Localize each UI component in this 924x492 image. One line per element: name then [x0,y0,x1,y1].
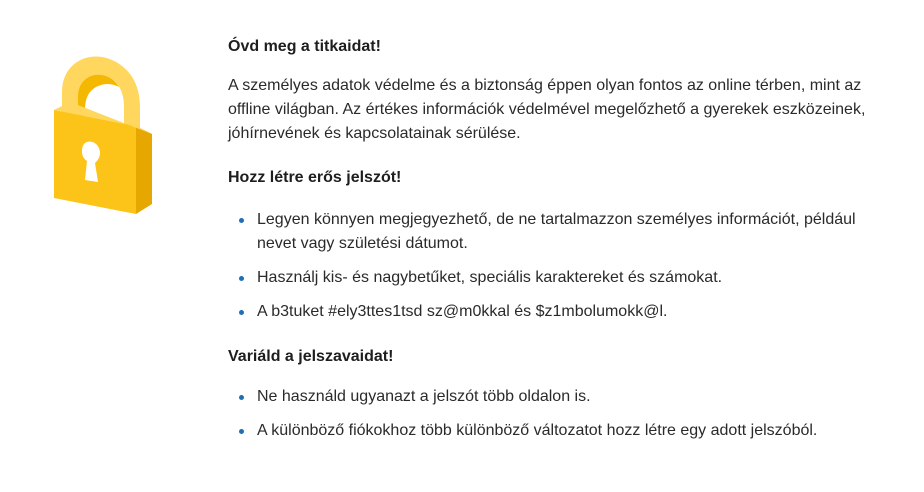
list-item: A különböző fiókokhoz több különböző változatot hozz létre egy adott jelszóból. [228,419,888,443]
content [228,36,888,453]
list-item: Legyen könnyen megjegyezhető, de ne tartalmazzon személyes információt, például nevet vagy születési dátumot. [228,208,888,256]
vary-passwords-list [228,385,888,443]
list-item: Ne használd ugyanazt a jelszót több oldalon is. [228,385,888,409]
list-item: Használj kis- és nagybetűket, speciális karaktereket és számokat. [228,266,888,290]
list-item: A b3tuket #ely3ttes1tsd sz@m0kkal és $z1mbolumokk@l. [228,300,888,324]
intro-paragraph: A személyes adatok védelme és a biztonság éppen olyan fontos az online térben, mint az offline világban. Az értékes információk védelmével megelőzhető a gyerekek eszközeinek, jóhírnevének és kapcsolatainak sérülése. [228,77,866,142]
section-title-protect-secrets: Óvd meg a titkaidat! [228,38,381,55]
section-title-vary-passwords: Variáld a jelszavaidat! [228,348,394,365]
strong-password-list [228,208,888,324]
section-title-strong-password: Hozz létre erős jelszót! [228,169,402,186]
padlock-icon [40,52,160,217]
